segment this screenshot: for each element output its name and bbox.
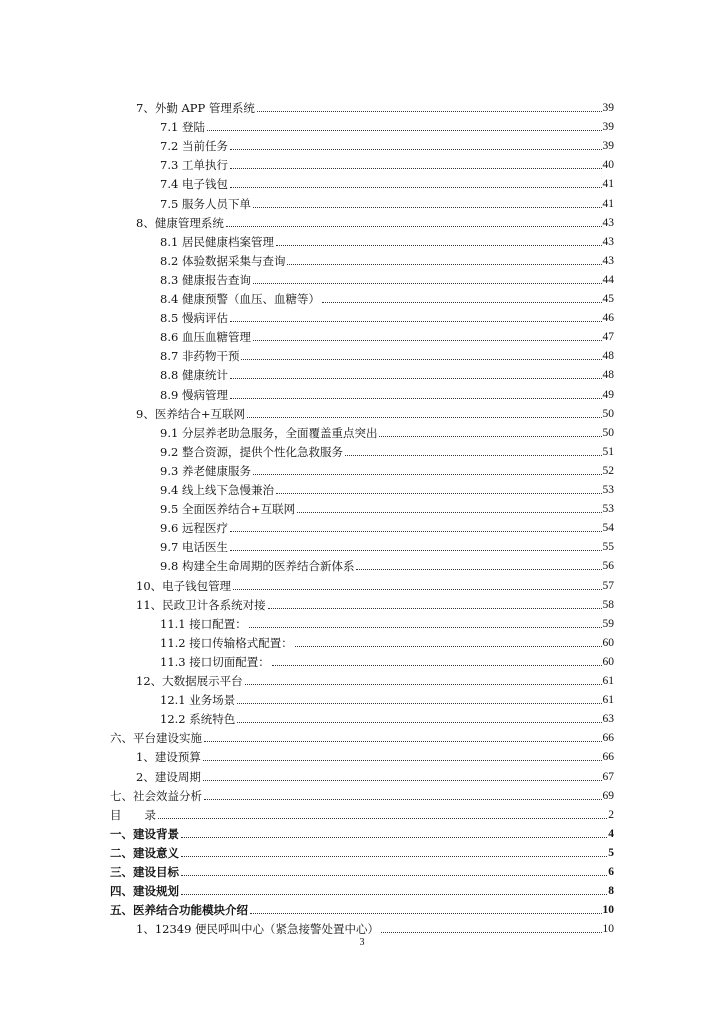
toc-entry[interactable]: [136, 402, 614, 421]
toc-entry[interactable]: [160, 383, 614, 402]
toc-entry-title: 9.5 全面医养结合+互联网: [160, 502, 296, 517]
toc-entry-page: 41: [602, 178, 614, 191]
toc-entry[interactable]: [160, 325, 614, 344]
toc-entry[interactable]: [136, 765, 614, 784]
toc-leader-dots: [230, 186, 602, 188]
toc-entry-title: 8.8 健康统计: [160, 368, 228, 383]
toc-entry-page: 60: [602, 636, 614, 649]
toc-leader-dots: [253, 206, 602, 208]
toc-entry[interactable]: [160, 306, 614, 325]
toc-entry[interactable]: [136, 669, 614, 688]
toc-entry-page: 46: [602, 312, 614, 325]
toc-entry-page: 50: [602, 426, 614, 439]
toc-leader-dots: [322, 301, 602, 303]
toc-entry[interactable]: [136, 745, 614, 764]
toc-entry-page: 2: [608, 808, 614, 821]
toc-entry[interactable]: [160, 516, 614, 535]
toc-entry-page: 4: [608, 827, 614, 840]
toc-entry[interactable]: [136, 593, 614, 612]
toc-entry-page: 48: [602, 350, 614, 363]
toc-entry-page: 57: [602, 579, 614, 592]
toc-leader-dots: [247, 416, 602, 418]
toc-entry-title: 8、健康管理系统: [136, 215, 224, 230]
toc-entry-page: 39: [602, 140, 614, 153]
toc-entry-title: 三、建设目标: [110, 865, 179, 879]
toc-entry-page: 66: [602, 751, 614, 764]
toc-entry-title: 六、平台建设实施: [110, 731, 202, 746]
toc-entry[interactable]: [160, 363, 614, 382]
toc-entry[interactable]: [160, 344, 614, 363]
toc-entry-title: 9.6 远程医疗: [160, 521, 228, 536]
toc-entry[interactable]: [160, 554, 614, 573]
toc-entry-page: 67: [602, 770, 614, 783]
toc-entry-page: 61: [602, 675, 614, 687]
toc-entry-page: 43: [602, 254, 614, 267]
toc-entry-title: 9、医养结合+互联网: [136, 406, 245, 421]
toc-entry-title: 8.1 居民健康档案管理: [160, 234, 274, 249]
toc-entry-page: 40: [602, 159, 614, 172]
toc-entry-page: 58: [602, 598, 614, 611]
toc-entry[interactable]: [110, 898, 614, 917]
toc-entry-title: 1、12349 便民呼叫中心（紧急接警处置中心）: [136, 922, 380, 937]
toc-leader-dots: [230, 377, 602, 379]
toc-entry-page: 39: [602, 121, 614, 134]
toc-entry-title: 五、医养结合功能模块介绍: [110, 903, 248, 918]
toc-leader-dots: [181, 893, 607, 895]
toc-entry-title: 7.4 电子钱包: [160, 177, 228, 192]
toc-entry-page: 59: [602, 617, 614, 630]
toc-entry-title: 8.4 健康预警（血压、血糖等）: [160, 292, 320, 306]
toc-entry-page: 51: [602, 445, 614, 458]
toc-entry[interactable]: [160, 115, 614, 134]
toc-entry-page: 50: [602, 407, 614, 420]
toc-entry[interactable]: [160, 631, 614, 650]
toc-entry-title: 7.5 服务人员下单: [160, 196, 251, 211]
toc-entry-title: 11、民政卫计各系统对接: [136, 597, 266, 612]
toc-entry-title: 8.3 健康报告查询: [160, 272, 251, 287]
toc-leader-dots: [241, 358, 601, 360]
toc-leader-dots: [181, 874, 607, 876]
toc-leader-dots: [207, 129, 602, 131]
toc-entry[interactable]: [160, 612, 614, 631]
toc-entry-title: 7、外勤 APP 管理系统: [136, 101, 255, 115]
toc-entry-title: 9.7 电话医生: [160, 540, 228, 555]
toc-leader-dots: [230, 549, 602, 551]
toc-leader-dots: [253, 339, 602, 341]
toc-leader-dots: [204, 740, 602, 742]
toc-entry-title: 四、建设规划: [110, 884, 179, 899]
toc-entry[interactable]: [160, 268, 614, 287]
toc-leader-dots: [203, 759, 602, 761]
toc-entry-page: 54: [602, 522, 614, 535]
toc-entry-page: 10: [602, 904, 614, 917]
toc-entry-title: 8.6 血压血糖管理: [160, 330, 251, 345]
toc-entry[interactable]: [136, 917, 614, 936]
toc-leader-dots: [230, 397, 602, 399]
toc-leader-dots: [204, 798, 602, 800]
toc-leader-dots: [230, 320, 602, 322]
toc-entry-page: 66: [602, 732, 614, 745]
toc-leader-dots: [237, 721, 601, 723]
toc-entry-title: 一、建设背景: [110, 826, 179, 841]
toc-entry[interactable]: [160, 497, 614, 516]
toc-entry-title: 二、建设意义: [110, 845, 179, 860]
toc-entry-page: 55: [602, 541, 614, 554]
toc-leader-dots: [230, 530, 602, 532]
toc-leader-dots: [257, 110, 602, 112]
toc-entry[interactable]: [160, 478, 614, 497]
toc-entry-page: 56: [602, 560, 614, 573]
toc-entry-title: 9.3 养老健康服务: [160, 463, 251, 478]
toc-leader-dots: [253, 473, 602, 475]
toc-entry[interactable]: [160, 421, 614, 440]
toc-leader-dots: [379, 435, 601, 437]
toc-entry[interactable]: [160, 153, 614, 172]
toc-entry-page: 49: [602, 388, 614, 401]
toc-entry-title: 10、电子钱包管理: [136, 578, 232, 593]
toc-leader-dots: [203, 779, 602, 781]
toc-leader-dots: [253, 282, 602, 284]
toc-entry-title: 11.1 接口配置：: [160, 616, 247, 631]
toc-entry-title: 12、大数据展示平台: [136, 674, 243, 688]
toc-entry-page: 53: [602, 503, 614, 516]
toc-entry-page: 45: [602, 293, 614, 305]
toc-entry-title: 7.2 当前任务: [160, 139, 228, 154]
toc-entry-page: 52: [602, 464, 614, 477]
toc-entry[interactable]: [160, 192, 614, 211]
toc-entry-title: 1、建设预算: [136, 750, 201, 765]
toc-entry[interactable]: [110, 860, 614, 879]
toc-leader-dots: [226, 225, 602, 227]
toc-entry[interactable]: [160, 440, 614, 459]
toc-entry-page: 53: [602, 484, 614, 496]
toc-entry[interactable]: [160, 287, 614, 306]
toc-leader-dots: [381, 931, 601, 933]
toc-entry[interactable]: [160, 230, 614, 249]
toc-entry-page: 43: [602, 216, 614, 229]
toc-entry[interactable]: [160, 459, 614, 478]
toc-entry-page: 48: [602, 369, 614, 382]
toc-entry[interactable]: [160, 688, 614, 707]
toc-entry-title: 8.9 慢病管理: [160, 387, 228, 402]
toc-entry-title: 目 录: [110, 807, 156, 822]
toc-leader-dots: [249, 626, 602, 628]
toc-entry-title: 9.8 构建全生命周期的医养结合新体系: [160, 559, 355, 574]
toc-leader-dots: [297, 511, 601, 513]
toc-entry-page: 5: [608, 846, 614, 859]
toc-entry-title: 11.2 接口传输格式配置：: [160, 635, 293, 650]
toc-leader-dots: [250, 912, 602, 914]
toc-entry[interactable]: [160, 134, 614, 153]
toc-leader-dots: [345, 454, 602, 456]
toc-leader-dots: [233, 588, 601, 590]
toc-entry-title: 9.1 分层养老助急服务，全面覆盖重点突出: [160, 425, 378, 440]
toc-entry-page: 6: [608, 866, 614, 878]
toc-entry[interactable]: [110, 803, 614, 822]
toc-entry[interactable]: [136, 96, 614, 115]
page-number: 3: [359, 937, 365, 948]
toc-entry[interactable]: [110, 784, 614, 803]
toc-entry-title: 2、建设周期: [136, 769, 201, 784]
toc-entry-title: 9.2 整合资源，提供个性化急救服务: [160, 444, 343, 459]
toc-leader-dots: [295, 645, 602, 647]
toc-leader-dots: [158, 817, 607, 819]
toc-entry[interactable]: [136, 574, 614, 593]
toc-leader-dots: [268, 607, 602, 609]
toc-leader-dots: [272, 664, 602, 666]
toc-entry[interactable]: [110, 841, 614, 860]
toc-entry-page: 43: [602, 235, 614, 248]
toc-entry-page: 44: [602, 273, 614, 286]
toc-entry-title: 12.2 系统特色: [160, 712, 236, 727]
toc-entry-title: 11.3 接口切面配置：: [160, 654, 270, 669]
toc-leader-dots: [245, 683, 602, 685]
toc-entry[interactable]: [110, 822, 614, 841]
toc-leader-dots: [230, 167, 602, 169]
toc-entry-page: 60: [602, 655, 614, 668]
toc-entry[interactable]: [160, 172, 614, 191]
toc-entry-page: 63: [602, 713, 614, 726]
toc-leader-dots: [276, 492, 602, 494]
toc-entry[interactable]: [160, 249, 614, 268]
toc-entry[interactable]: [110, 726, 614, 745]
toc-entry-page: 47: [602, 331, 614, 344]
toc-entry[interactable]: [160, 707, 614, 726]
toc-entry[interactable]: [110, 879, 614, 898]
toc-leader-dots: [230, 148, 602, 150]
toc-leader-dots: [287, 263, 601, 265]
toc-entry-page: 39: [602, 102, 614, 114]
toc-entry-page: 8: [608, 885, 614, 898]
toc-entry-title: 8.2 体验数据采集与查询: [160, 253, 286, 268]
toc-entry-page: 61: [602, 694, 614, 707]
toc-entry-page: 10: [602, 923, 614, 936]
toc-entry-title: 8.5 慢病评估: [160, 311, 228, 326]
toc-leader-dots: [181, 855, 607, 857]
toc-entry-page: 69: [602, 789, 614, 802]
toc-entry-title: 七、社会效益分析: [110, 788, 202, 803]
toc-entry-title: 8.7 非药物干预: [160, 349, 240, 364]
toc-entry-title: 7.1 登陆: [160, 120, 205, 135]
toc-leader-dots: [276, 244, 602, 246]
toc-entry-title: 12.1 业务场景: [160, 693, 236, 708]
toc-entry[interactable]: [160, 650, 614, 669]
toc-entry[interactable]: [160, 535, 614, 554]
toc-leader-dots: [237, 702, 601, 704]
toc-leader-dots: [181, 836, 607, 838]
toc-entry[interactable]: [136, 211, 614, 230]
toc-entry-title: 7.3 工单执行: [160, 158, 228, 173]
toc-entry-title: 9.4 线上线下急慢兼治: [160, 483, 274, 497]
toc-leader-dots: [356, 568, 601, 570]
toc-entry-page: 41: [602, 197, 614, 210]
